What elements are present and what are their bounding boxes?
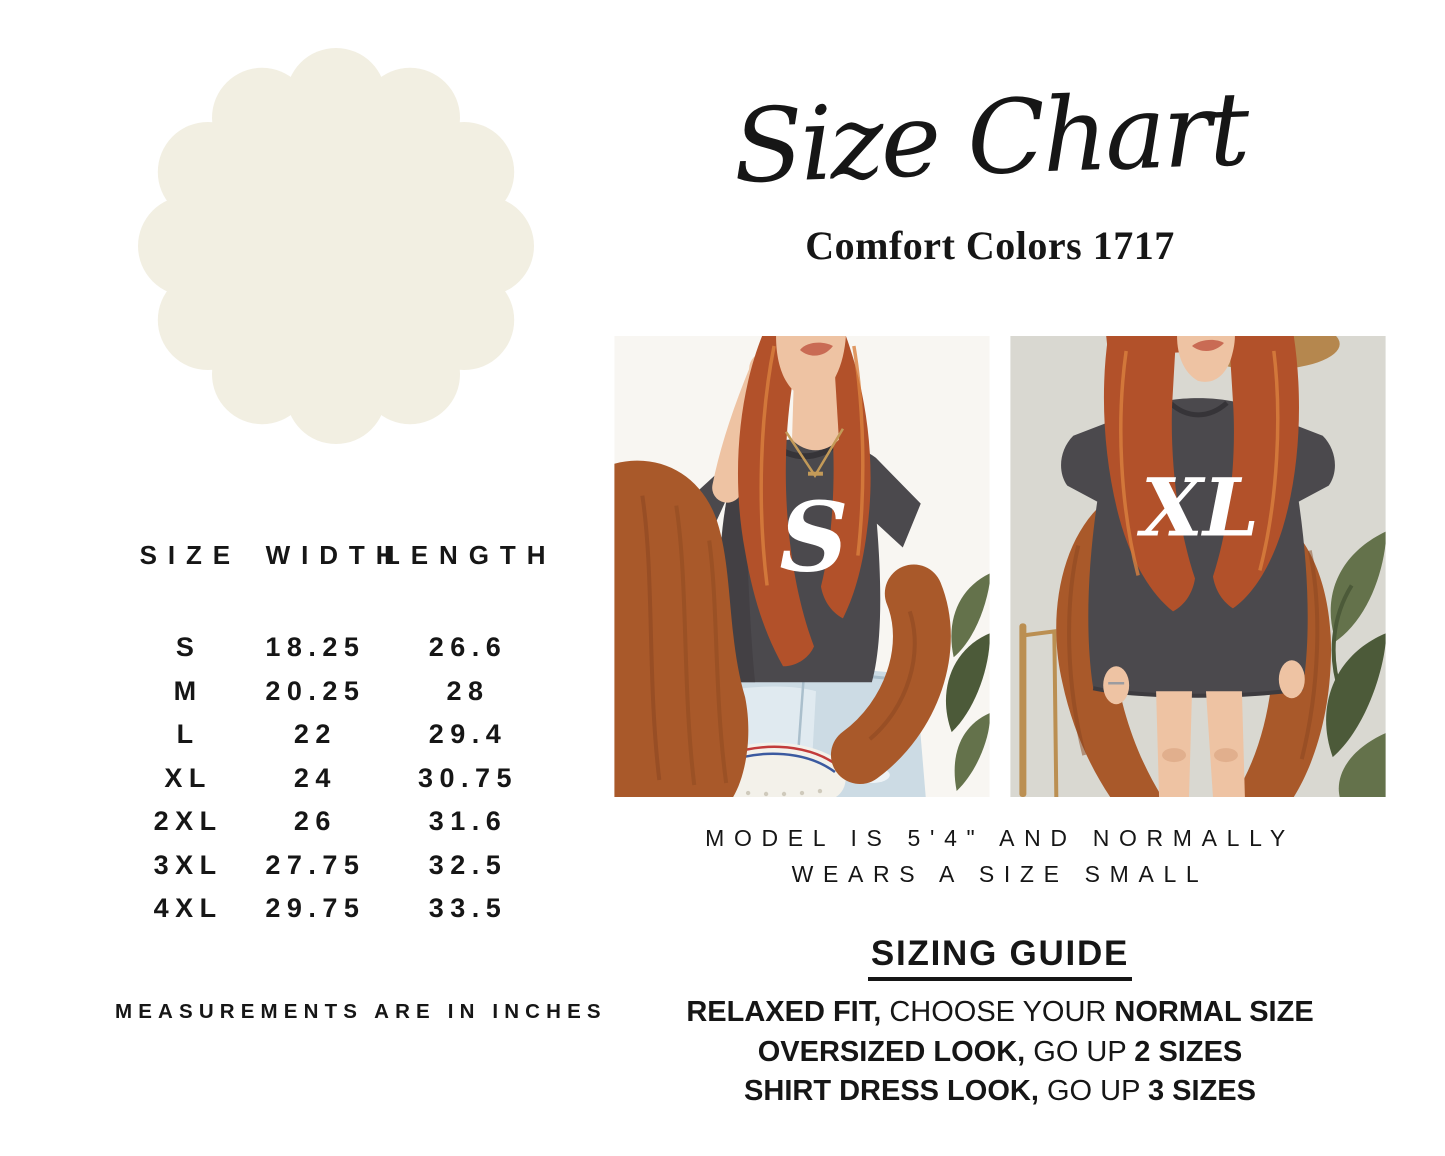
guide-lead: OVERSIZED LOOK, <box>757 1035 1026 1068</box>
guide-tail: 3 SIZES <box>1147 1075 1256 1107</box>
model-note-line2: WEARS A SIZE SMALL <box>791 861 1209 887</box>
cell-length: 29.4 <box>428 719 508 749</box>
guide-mid: GO UP <box>1046 1075 1140 1107</box>
cell-length: 33.5 <box>428 893 508 923</box>
table-row <box>115 626 560 670</box>
cell-length: 32.5 <box>428 849 508 880</box>
guide-tail: 2 SIZES <box>1134 1035 1243 1068</box>
size-table-body <box>115 626 560 931</box>
cell-width: 22 <box>293 719 337 749</box>
cell-width: 26 <box>293 806 337 836</box>
guide-mid: CHOOSE YOUR <box>889 996 1107 1028</box>
model-photo-size-s <box>614 336 990 797</box>
col-header-size: SIZE <box>139 540 242 570</box>
guide-mid: GO UP <box>1033 1035 1127 1068</box>
scallop-shape <box>136 46 536 446</box>
sizing-guide-lines <box>614 993 1386 1112</box>
cell-width: 18.25 <box>265 632 366 662</box>
page-subtitle: Comfort Colors 1717 <box>805 223 1175 268</box>
cell-size: S <box>175 632 201 662</box>
measurement-units-note: MEASUREMENTS ARE IN INCHES <box>115 1000 607 1023</box>
table-row <box>115 670 560 714</box>
cell-size: XL <box>164 762 212 793</box>
size-overlay-label: XL <box>1140 460 1260 555</box>
table-row <box>115 844 560 888</box>
table-row <box>115 800 560 844</box>
cell-size: 2XL <box>153 806 223 836</box>
cell-length: 30.75 <box>417 762 518 793</box>
guide-tail: NORMAL SIZE <box>1114 996 1314 1028</box>
table-row <box>115 757 560 801</box>
model-photo-size-xl-illustration <box>1010 336 1386 797</box>
guide-lead: RELAXED FIT, <box>686 996 882 1028</box>
sizing-guide-line-shirtdress <box>614 1072 1386 1112</box>
cell-width: 20.25 <box>265 675 366 706</box>
page-title: Size Chart <box>731 70 1249 207</box>
cell-width: 27.75 <box>265 849 366 880</box>
table-row <box>115 713 560 757</box>
cell-size: 4XL <box>153 893 223 923</box>
guide-lead: SHIRT DRESS LOOK, <box>744 1075 1039 1107</box>
sizing-guide-heading: SIZING GUIDE <box>868 934 1132 981</box>
size-overlay-label: S <box>779 480 849 594</box>
model-photo-size-s-illustration <box>614 336 990 797</box>
size-table-header <box>115 540 560 570</box>
cell-length: 28 <box>446 675 490 706</box>
cell-width: 29.75 <box>265 893 366 923</box>
col-header-length: LENGTH <box>383 540 557 570</box>
sizing-guide-line-oversized <box>614 1033 1386 1073</box>
model-note-line1: MODEL IS 5'4" AND NORMALLY <box>705 825 1295 851</box>
col-header-width: WIDTH <box>265 540 406 570</box>
cell-length: 26.6 <box>428 632 508 662</box>
cell-length: 31.6 <box>428 806 508 836</box>
cell-size: 3XL <box>153 849 223 880</box>
cell-size: M <box>173 675 203 706</box>
cell-width: 24 <box>293 762 337 793</box>
model-photo-size-xl <box>1010 336 1386 797</box>
size-table <box>115 540 560 931</box>
table-row <box>115 887 560 931</box>
sizing-guide <box>614 934 1386 1112</box>
cell-size: L <box>176 719 200 749</box>
sizing-guide-line-relaxed <box>614 993 1386 1033</box>
model-note <box>614 820 1386 892</box>
